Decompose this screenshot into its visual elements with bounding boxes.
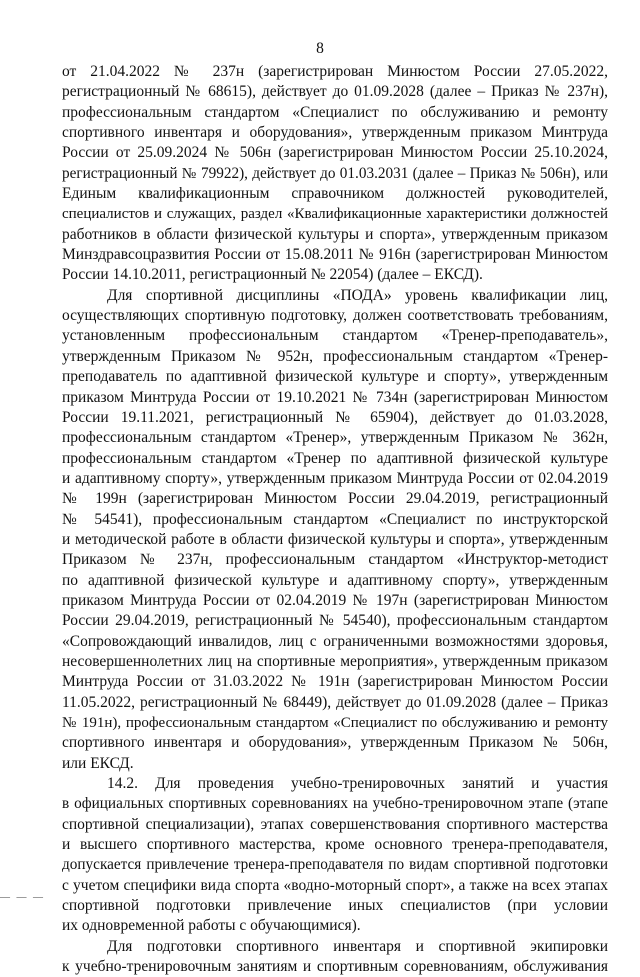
text-line: с учетом специфики вида спорта «водно-моторный спорт», а также на всех этапах [62, 876, 608, 894]
text-line: профессиональным стандартом «Тренер», утвержденным Приказом № 362н, [62, 429, 608, 447]
text-line: № 199н (зарегистрирован Минюстом России 29.04.2019, регистрационный [62, 490, 608, 508]
text-line: спортивного инвентаря и оборудования», утвержденным приказом Минтруда [62, 124, 608, 142]
text-line: преподаватель по адаптивной физической культуре и спорту», утвержденным [62, 368, 608, 386]
text-line: их одновременной работы с обучающимися). [62, 917, 361, 935]
text-line: России от 25.09.2024 № 506н (зарегистрирован Минюстом России 25.10.2024, [62, 144, 608, 162]
text-line: установленным профессиональным стандартом «Тренер-преподаватель», [62, 327, 608, 345]
text-line: 11.05.2022, регистрационный № 68449), действует до 01.09.2028 (далее – Приказ [62, 693, 608, 711]
text-line: спортивной специализации), этапах совершенствования спортивного мастерства [62, 815, 608, 833]
text-line: профессиональным стандартом «Специалист по обслуживанию и ремонту [62, 103, 608, 121]
text-line: Минздравсоцразвития России от 15.08.2011 № 916н (зарегистрирован Минюстом [62, 246, 608, 264]
text-line: и адаптивному спорту», утвержденным приказом Минтруда России от 02.04.2019 [62, 469, 608, 487]
text-line: профессиональным стандартом «Тренер по адаптивной физической культуре [62, 449, 608, 467]
text-line: спортивного инвентаря и оборудования», утвержденным Приказом № 506н, [62, 734, 608, 752]
text-line: или ЕКСД. [62, 754, 134, 772]
text-line: № 191н), профессиональным стандартом «Специалист по обслуживанию и ремонту [62, 715, 608, 731]
text-line: от 21.04.2022 № 237н (зарегистрирован Минюстом России 27.05.2022, [62, 63, 608, 80]
page-number: 8 [316, 40, 324, 57]
text-line: работников в области физической культуры и спорта», утвержденным приказом [62, 225, 608, 243]
text-line: приказом Минтруда России от 19.10.2021 № 734н (зарегистрирован Минюстом [62, 388, 608, 406]
text-line: Единым квалификационным справочником должностей руководителей, [62, 185, 608, 203]
text-line: «Сопровождающий инвалидов, лиц с ограниченными возможностями здоровья, [62, 632, 608, 650]
text-line: и методической работе в области физической культуры и спорта», утвержденным [62, 530, 608, 548]
text-line: 14.2. Для проведения учебно-тренировочных занятий и участия [107, 775, 608, 793]
text-line: России 19.11.2021, регистрационный № 65904), действует до 01.03.2028, [62, 408, 608, 426]
document-body [62, 62, 608, 977]
scan-edge-mark: — — — [0, 892, 45, 903]
text-line: по адаптивной физической культуре и адаптивному спорту», утвержденным [62, 571, 608, 589]
text-line: утвержденным Приказом № 952н, профессиональным стандартом «Тренер- [62, 347, 608, 365]
text-line: в официальных спортивных соревнованиях на учебно-тренировочном этапе (этапе [62, 795, 608, 813]
text-line: Минтруда России от 31.03.2022 № 191н (зарегистрирован Минюстом России [62, 673, 608, 691]
text-line: России 29.04.2019, регистрационный № 54540), профессиональным стандартом [62, 612, 608, 630]
text-line: к учебно-тренировочным занятиям и спортивным соревнованиям, обслуживания [62, 958, 608, 976]
text-line: № 54541), профессиональным стандартом «Специалист по инструкторской [62, 510, 608, 528]
text-line: несовершеннолетних лиц на спортивные мероприятия», утвержденным приказом [62, 652, 608, 670]
text-line: приказом Минтруда России от 02.04.2019 № 197н (зарегистрирован Минюстом [62, 591, 608, 609]
text-line: Для подготовки спортивного инвентаря и спортивной экипировки [107, 937, 608, 955]
text-line: спортивной подготовки привлечение иных специалистов (при условии [62, 897, 608, 915]
text-line: осуществляющих спортивную подготовку, должен соответствовать требованиям, [62, 307, 608, 325]
text-line: регистрационный № 68615), действует до 01.09.2028 (далее – Приказ № 237н), [62, 83, 608, 101]
text-line: России 14.10.2011, регистрационный № 22054) (далее – ЕКСД). [62, 266, 483, 284]
text-line: и высшего спортивного мастерства, кроме основного тренера-преподавателя, [62, 836, 608, 854]
text-line: специалистов и служащих, раздел «Квалификационные характеристики должностей [62, 206, 608, 223]
text-line: Приказом № 237н, профессиональным стандартом «Инструктор-методист [62, 551, 608, 569]
text-line: допускается привлечение тренера-преподавателя по видам спортивной подготовки [62, 856, 608, 874]
text-line: регистрационный № 79922), действует до 01.03.2031 (далее – Приказ № 506н), или [62, 164, 608, 182]
text-line: Для спортивной дисциплины «ПОДА» уровень квалификации лиц, [107, 286, 608, 304]
